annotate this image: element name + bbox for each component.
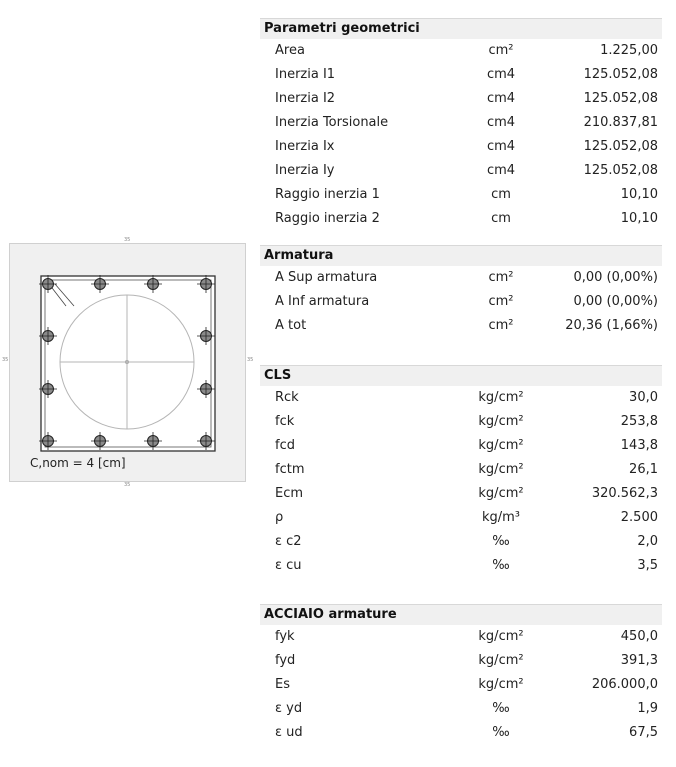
reinforcement-rows <box>260 266 662 338</box>
row-name: Inerzia Ix <box>275 139 335 154</box>
reinforcement-title: Armatura <box>260 245 662 266</box>
geometric-params-title: Parametri geometrici <box>260 18 662 39</box>
row-unit: cm <box>491 211 511 226</box>
row-name: Area <box>275 43 305 58</box>
row-value: 1.225,00 <box>600 43 658 58</box>
row-unit: kg/cm² <box>478 438 524 453</box>
row-unit: kg/cm² <box>478 390 524 405</box>
row-name: Es <box>275 677 290 692</box>
row-name: fyd <box>275 653 296 668</box>
table-row <box>260 554 662 578</box>
table-row <box>260 207 662 231</box>
table-row <box>260 434 662 458</box>
row-name: ρ <box>275 510 284 525</box>
row-name: Raggio inerzia 1 <box>275 187 380 202</box>
row-name: Rck <box>275 390 299 405</box>
row-unit: ‰ <box>492 534 510 549</box>
row-value: 1,9 <box>637 701 658 716</box>
row-unit: ‰ <box>492 725 510 740</box>
row-value: 0,00 (0,00%) <box>573 294 658 309</box>
table-row <box>260 410 662 434</box>
row-name: fctm <box>275 462 305 477</box>
row-name: ε cu <box>275 558 302 573</box>
row-value: 125.052,08 <box>583 139 658 154</box>
table-row <box>260 63 662 87</box>
row-value: 30,0 <box>629 390 658 405</box>
steel-section <box>260 604 662 745</box>
row-name: fck <box>275 414 295 429</box>
row-unit: cm4 <box>486 67 516 82</box>
row-name: Inerzia Iy <box>275 163 335 178</box>
row-value: 210.837,81 <box>583 115 658 130</box>
row-unit: kg/cm² <box>478 629 524 644</box>
row-unit: ‰ <box>492 558 510 573</box>
row-value: 67,5 <box>629 725 658 740</box>
row-value: 320.562,3 <box>591 486 658 501</box>
row-unit: cm² <box>488 294 514 309</box>
row-value: 450,0 <box>620 629 658 644</box>
geometric-params-rows <box>260 39 662 231</box>
cover-label: C,nom = 4 [cm] <box>30 456 126 470</box>
table-row <box>260 625 662 649</box>
dim-left-label: 35 <box>2 357 9 363</box>
row-name: Raggio inerzia 2 <box>275 211 380 226</box>
dim-top-label: 35 <box>124 237 131 243</box>
row-value: 125.052,08 <box>583 163 658 178</box>
table-row <box>260 530 662 554</box>
geometric-params-section <box>260 18 662 231</box>
row-unit: cm4 <box>486 139 516 154</box>
row-name: ε c2 <box>275 534 302 549</box>
row-value: 125.052,08 <box>583 91 658 106</box>
row-value: 10,10 <box>620 211 658 226</box>
table-row <box>260 314 662 338</box>
row-value: 2.500 <box>620 510 658 525</box>
row-name: Inerzia I1 <box>275 67 336 82</box>
row-value: 0,00 (0,00%) <box>573 270 658 285</box>
row-unit: cm4 <box>486 163 516 178</box>
row-value: 3,5 <box>637 558 658 573</box>
row-name: Inerzia Torsionale <box>275 115 389 130</box>
concrete-section <box>260 365 662 578</box>
row-name: ε ud <box>275 725 303 740</box>
table-row <box>260 290 662 314</box>
table-row <box>260 458 662 482</box>
row-unit: kg/m³ <box>481 510 521 525</box>
table-row <box>260 673 662 697</box>
table-row <box>260 649 662 673</box>
table-row <box>260 111 662 135</box>
table-row <box>260 159 662 183</box>
reinforcement-section <box>260 245 662 338</box>
table-row <box>260 266 662 290</box>
table-row <box>260 183 662 207</box>
row-name: A Inf armatura <box>275 294 370 309</box>
row-unit: cm4 <box>486 91 516 106</box>
row-unit: kg/cm² <box>478 486 524 501</box>
row-value: 253,8 <box>620 414 658 429</box>
dim-bottom-label: 35 <box>124 482 131 488</box>
row-value: 26,1 <box>629 462 658 477</box>
concrete-rows <box>260 386 662 578</box>
table-row <box>260 697 662 721</box>
row-name: fyk <box>275 629 295 644</box>
row-value: 391,3 <box>620 653 658 668</box>
row-unit: kg/cm² <box>478 462 524 477</box>
column-section-svg <box>0 0 260 500</box>
dim-right-label: 35 <box>247 357 254 363</box>
row-value: 206.000,0 <box>591 677 658 692</box>
row-unit: cm² <box>488 318 514 333</box>
row-unit: cm² <box>488 270 514 285</box>
row-value: 2,0 <box>637 534 658 549</box>
table-row <box>260 87 662 111</box>
row-name: Ecm <box>275 486 304 501</box>
table-row <box>260 506 662 530</box>
table-row <box>260 135 662 159</box>
row-name: Inerzia I2 <box>275 91 336 106</box>
steel-rows <box>260 625 662 745</box>
row-unit: cm <box>491 187 511 202</box>
row-value: 143,8 <box>620 438 658 453</box>
row-name: fcd <box>275 438 295 453</box>
table-row <box>260 721 662 745</box>
table-row <box>260 386 662 410</box>
row-unit: kg/cm² <box>478 677 524 692</box>
table-row <box>260 482 662 506</box>
row-value: 125.052,08 <box>583 67 658 82</box>
steel-title: ACCIAIO armature <box>260 604 662 625</box>
row-name: ε yd <box>275 701 303 716</box>
row-unit: cm4 <box>486 115 516 130</box>
row-value: 20,36 (1,66%) <box>565 318 658 333</box>
row-name: A tot <box>275 318 307 333</box>
row-unit: cm² <box>488 43 514 58</box>
row-unit: kg/cm² <box>478 414 524 429</box>
table-row <box>260 39 662 63</box>
row-name: A Sup armatura <box>275 270 378 285</box>
concrete-title: CLS <box>260 365 662 386</box>
row-unit: ‰ <box>492 701 510 716</box>
row-unit: kg/cm² <box>478 653 524 668</box>
row-value: 10,10 <box>620 187 658 202</box>
